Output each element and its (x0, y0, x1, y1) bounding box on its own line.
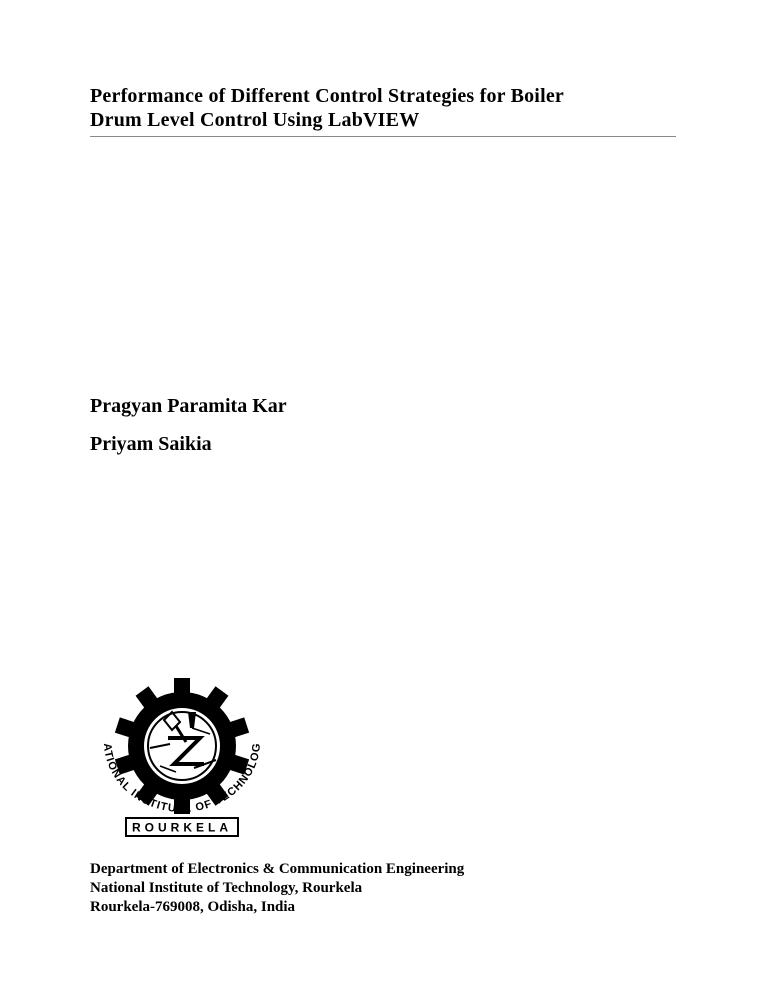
emblem-banner-text: ROURKELA (132, 820, 232, 835)
department-line: Department of Electronics & Communication Engineering (90, 861, 465, 877)
address-line: Rourkela-769008, Odisha, India (90, 899, 296, 915)
author-list (90, 394, 287, 470)
affiliation-block (90, 860, 464, 917)
emblem-arc-text: ATIONAL INSTITUTE OF TECHNOLOG (100, 742, 264, 816)
title-line-2: Drum Level Control Using LabVIEW (90, 109, 420, 131)
author-name-1: Pragyan Paramita Kar (90, 395, 287, 417)
nit-rourkela-emblem-icon (92, 668, 272, 840)
author-name-2: Priyam Saikia (90, 433, 212, 455)
institute-line: National Institute of Technology, Rourkela (90, 880, 363, 896)
title-line-1: Performance of Different Control Strategies for Boiler (90, 85, 564, 107)
thesis-title (90, 84, 676, 137)
